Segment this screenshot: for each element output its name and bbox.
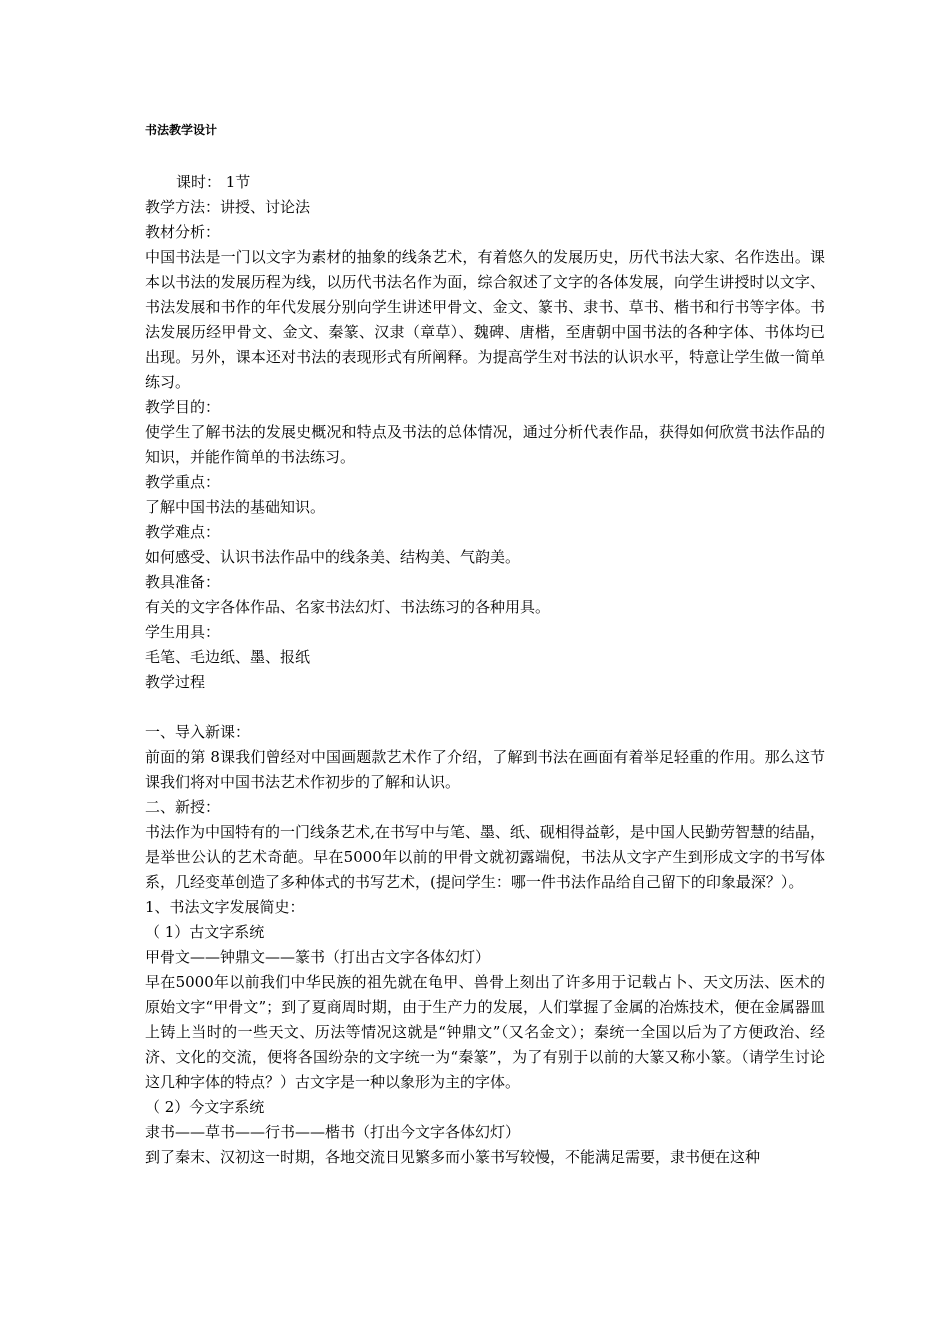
document-title: 书法教学设计 [145,123,218,137]
modern-script-chain: 隶书——草书——行书——楷书（打出今文字各体幻灯） [145,1123,521,1141]
ancient-script-text: 早在5000年以前我们中华民族的祖先就在龟甲、兽骨上刻出了许多用于记载占卜、天文历法、医术的原始文字“甲骨文”；到了夏商周时期，由于生产力的发展，人们掌握了金属的冶炼技术，便在金属器皿上铸上当时的一些天文、历法等情况这就是“钟鼎文”（又名金文）；秦统一全国以后为了方便政治、经济、文化的交流，便将各国纷杂的文字统一为“秦篆”，为了有别于以前的大篆又称小篆。（请学生讨论这几种字体的特点？）古文字是一种以象形为主的字体。 [145,973,825,1091]
new-lesson-text: 书法作为中国特有的一门线条艺术,在书写中与笔、墨、纸、砚相得益彰，是中国人民勤劳智慧的结晶，是举世公认的艺术奇葩。早在5000年以前的甲骨文就初露端倪，书法从文字产生到形成文字的书写体系，几经变革创造了多种体式的书写艺术，(提问学生：哪一件书法作品给自己留下的印象最深？）。 [145,823,825,891]
intro-label: 一、导入新课： [145,723,251,741]
document-page [145,122,825,1170]
key-points-label: 教学重点： [145,473,221,491]
student-tools-text: 毛笔、毛边纸、墨、报纸 [145,648,311,666]
teaching-process-heading: 教学过程 [145,673,206,691]
textbook-analysis-text: 中国书法是一门以文字为素材的抽象的线条艺术，有着悠久的发展历史，历代书法大家、名作迭出。课本以书法的发展历程为线，以历代书法名作为面，综合叙述了文字的各体发展，向学生讲授时以文字、书法发展和书作的年代发展分别向学生讲述甲骨文、金文、篆书、隶书、草书、楷书和行书等字体。书法发展历经甲骨文、金文、秦篆、汉隶（章草）、魏碑、唐楷，至唐朝中国书法的各种字体、书体均已出现。另外，课本还对书法的表现形式有所阐释。为提高学生对书法的认识水平，特意让学生做一简单练习。 [145,248,825,391]
teaching-goal-label: 教学目的： [145,398,221,416]
modern-script-label: （ 2）今文字系统 [145,1098,265,1116]
difficulties-text: 如何感受、认识书法作品中的线条美、结构美、气韵美。 [145,548,521,566]
teaching-method: 教学方法：讲授、讨论法 [145,198,311,216]
ancient-script-chain: 甲骨文——钟鼎文——篆书（打出古文字各体幻灯） [145,948,491,966]
teaching-aids-label: 教具准备： [145,573,221,591]
class-hours: 课时： 1节 [176,173,251,191]
blank-line [145,695,825,720]
ancient-script-label: （ 1）古文字系统 [145,923,265,941]
difficulties-label: 教学难点： [145,523,221,541]
intro-text: 前面的第 8课我们曾经对中国画题款艺术作了介绍，了解到书法在画面有着举足轻重的作用。那么这节课我们将对中国书法艺术作初步的了解和认识。 [145,748,825,791]
student-tools-label: 学生用具： [145,623,221,641]
textbook-analysis-label: 教材分析： [145,223,221,241]
teaching-goal-text: 使学生了解书法的发展史概况和特点及书法的总体情况，通过分析代表作品，获得如何欣赏书法作品的知识，并能作简单的书法练习。 [145,423,825,466]
teaching-aids-text: 有关的文字各体作品、名家书法幻灯、书法练习的各种用具。 [145,598,551,616]
history-heading: 1、书法文字发展简史： [145,898,305,916]
new-lesson-label: 二、新授： [145,798,221,816]
modern-script-text: 到了秦末、汉初这一时期，各地交流日见繁多而小篆书写较慢，不能满足需要，隶书便在这种 [145,1148,761,1166]
key-points-text: 了解中国书法的基础知识。 [145,498,326,516]
